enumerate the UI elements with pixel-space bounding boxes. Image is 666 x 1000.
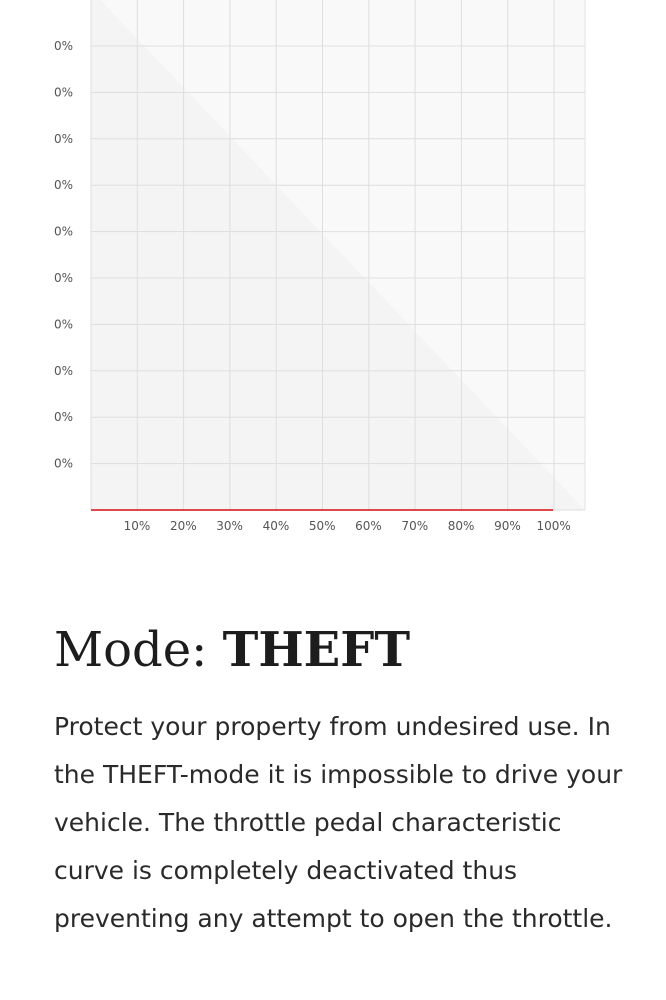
y-tick-labels: [54, 39, 73, 471]
mode-heading: [54, 614, 410, 686]
x-tick-labels: [124, 519, 571, 533]
mode-heading-prefix: Mode:: [54, 622, 223, 678]
y-tick-label: 0%: [54, 131, 74, 146]
x-tick-label: 60%: [355, 519, 382, 533]
x-tick-label: 90%: [494, 519, 521, 533]
x-tick-label: 40%: [262, 519, 290, 533]
y-tick-label: 0%: [54, 410, 74, 425]
y-tick-label: 0%: [54, 178, 74, 193]
y-tick-label: 0%: [54, 85, 74, 100]
y-tick-label: 0%: [54, 271, 74, 285]
y-tick-label: 0%: [54, 363, 74, 378]
mode-description: Protect your property from undesired use. In the THEFT-mode it is impossible to drive your vehicle. The throttle pedal characteristic curve is completely deactivated thus preventing any attempt to open the throttle.: [54, 712, 623, 933]
x-tick-label: 10%: [123, 519, 151, 533]
x-tick-label: 50%: [308, 519, 336, 533]
x-tick-label: 80%: [447, 519, 475, 533]
x-tick-label: 100%: [536, 519, 571, 533]
y-tick-label: 0%: [54, 456, 74, 471]
x-tick-label: 30%: [216, 519, 243, 533]
y-tick-label: 0%: [54, 224, 74, 239]
x-tick-label: 70%: [401, 519, 429, 533]
x-tick-label: 20%: [169, 519, 197, 533]
y-tick-label: 0%: [54, 39, 74, 53]
y-tick-label: 0%: [54, 317, 74, 332]
mode-name: THEFT: [222, 622, 411, 678]
